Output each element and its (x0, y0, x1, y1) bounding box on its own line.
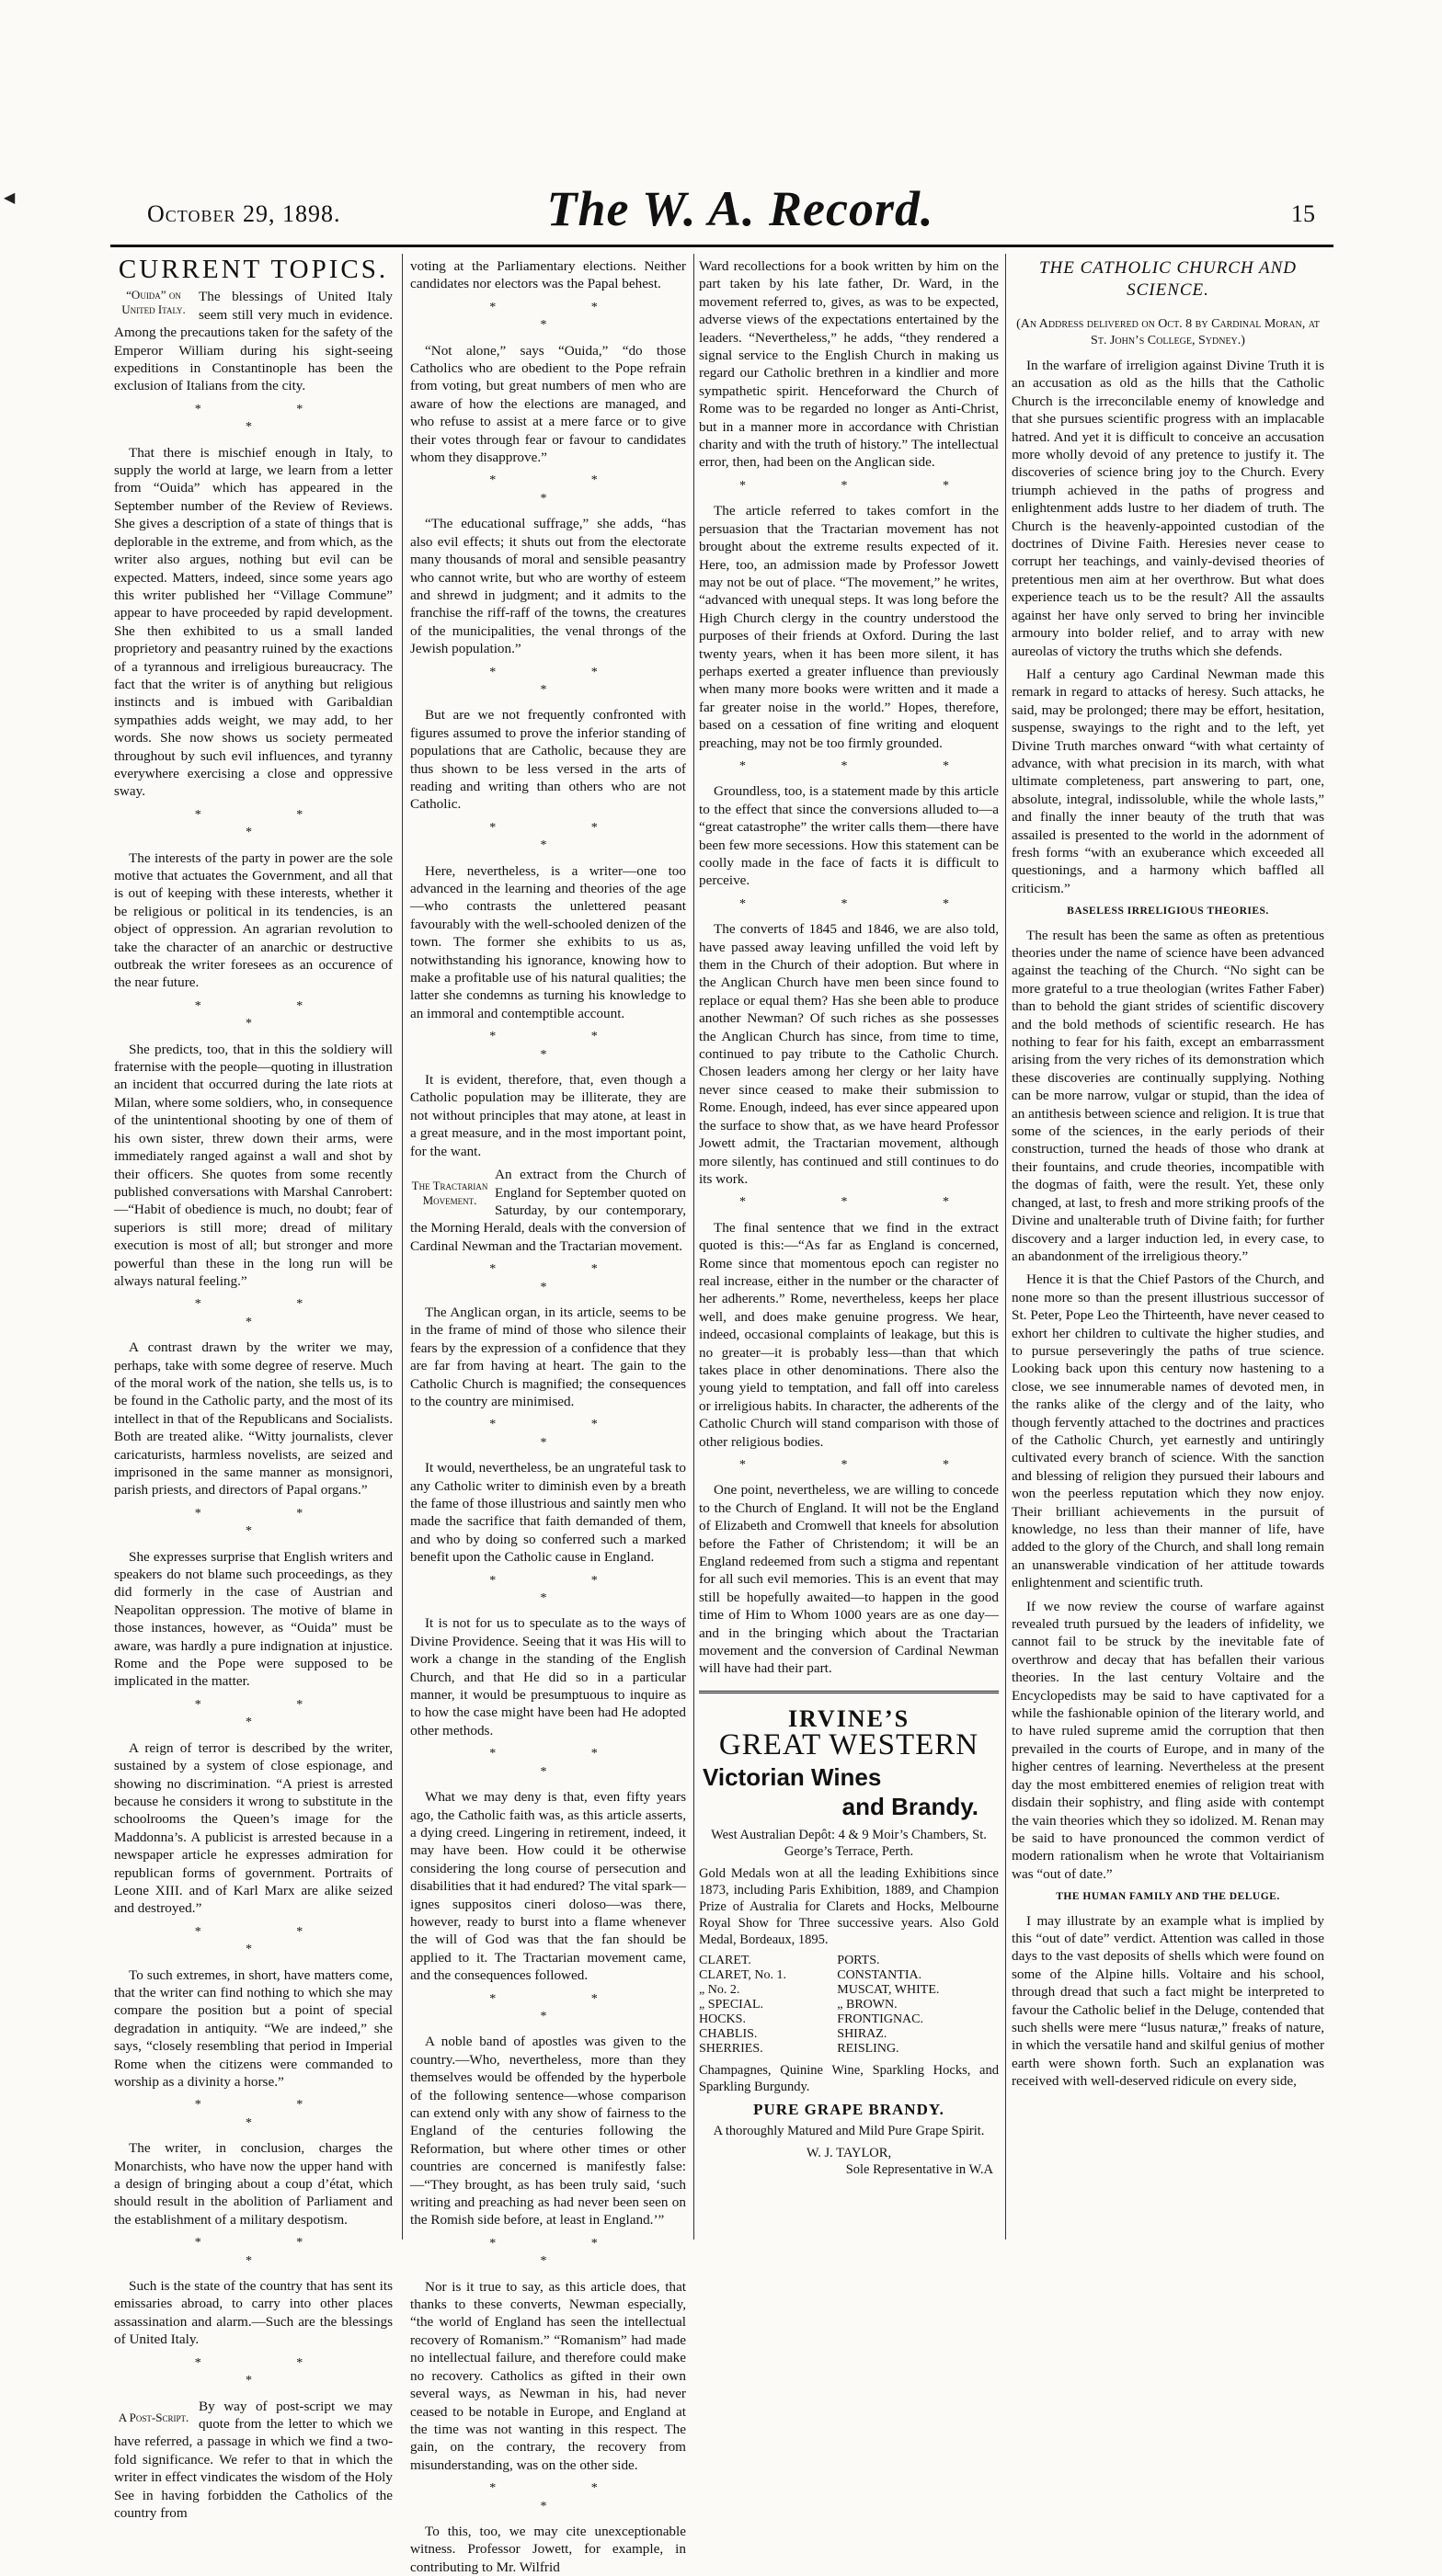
ad-wine-item: SHIRAZ. (837, 2027, 887, 2042)
separator-stars: * * * (489, 1418, 644, 1450)
page-header (147, 180, 1315, 245)
separator-stars: * * * (489, 1262, 644, 1294)
article-paragraph: “Not alone,” says “Ouida,” “do those Catholics who are obedient to the Pope refrain from voting, but great numbers of men who are aware of how the elections are managed, and who refuse to assist at a mere farce or to give their votes through fear or favour to candidates whom they disapprove.” (410, 342, 686, 466)
article-paragraph: Groundless, too, is a statement made by this article to the effect that since the conversions alluded to—a “great catastrophe” the writer calls them—there have been few more secessions. How this statement can be coolly made in the face of facts it is difficult to perceive. (699, 783, 999, 889)
article-paragraph: It is evident, therefore, that, even though a Catholic population may be illiterate, they are not without principles that may atone, at least in a great measure, and in the most important point, for the want. (410, 1072, 686, 1159)
ad-agent-name: W. J. TAYLOR, (806, 2145, 892, 2160)
separator-stars: * * * (739, 758, 995, 773)
separator-stars: * * * (489, 2236, 644, 2269)
ad-headline: GREAT WESTERN (718, 1728, 979, 1762)
issue-date: October 29, 1898. (147, 200, 341, 227)
article-paragraph: voting at the Parliamentary elections. Neither candidates nor electors was the Papal behest. (410, 258, 686, 292)
separator-stars: * * * (194, 1506, 349, 1539)
separator-stars: * * * (194, 1924, 349, 1957)
separator-stars: * * * (194, 1697, 349, 1730)
article-paragraph: The writer, in conclusion, charges the Monarchists, who have now the upper hand with a design of bringing about a coup d’état, which should result in the abolition of Parliament and the establishment of a military despotism. (114, 2140, 393, 2228)
separator-stars: * * * (489, 665, 644, 697)
separator-stars: * * * (194, 1297, 349, 1329)
ad-subheadline: and Brandy. (841, 1793, 978, 1821)
header-rule (110, 245, 1333, 247)
ad-medals: Gold Medals won at all the leading Exhibitions since 1873, including Paris Exhibition, 1889, and Champion Prize of Australia for Clarets and Hocks, Melbourne Royal Show for Three successive years. Also Gold Medal, Bordeaux, 1895. (699, 1866, 999, 1948)
page-number: 15 (1291, 200, 1315, 227)
article-paragraph: To this, too, we may cite unexceptionable witness. Professor Jowett, for example, in contributing to Mr. Wilfrid (410, 2523, 686, 2575)
article-paragraph: A noble band of apostles was given to the country.—Who, nevertheless, more than they themselves would be offended by the hyperbole of the following sentence—whose comparison can extend only with any show of fairness to the England of the centuries following the Reformation, but where other times or other countries are concerned is manifestly false:—“They brought, as has been truly said, ‘such writing and preaching as had never been seen on the Romish side before, at least in England.’” (410, 2034, 686, 2228)
column-3 (699, 257, 999, 2234)
separator-stars: * * * (489, 473, 644, 506)
separator-stars: * * * (194, 2098, 349, 2130)
article-subheading: THE HUMAN FAMILY AND THE DELUGE. (1056, 1891, 1280, 1903)
article-paragraph: But are we not frequently confronted with figures assumed to prove the inferior standing of populations that are Catholic, because they are thus shown to be less versed in the arts of reading and writing than others who are not Catholic. (410, 707, 686, 813)
article-paragraph: The blessings of United Italy seem still very much in evidence. Among the precautions taken for the safety of the Emperor William during his sight-seeing expeditions in Constantinople has been the exclusion of Italians from the city. (114, 289, 393, 394)
ad-wine-list-left (699, 1954, 837, 2057)
ad-brandy-heading: PURE GRAPE BRANDY. (753, 2101, 944, 2119)
scan-edge-mark: ◀ (4, 190, 16, 206)
ad-agent-role: Sole Representative in W.A (845, 2161, 993, 2177)
masthead: The W. A. Record. (546, 181, 934, 236)
separator-stars: * * * (489, 820, 644, 853)
separator-stars: * * * (489, 2481, 644, 2513)
article-paragraph: The result has been the same as often as pretentious theories under the name of science have been advanced against the teaching of the Church. “No sight can be more grateful to a true theologian (writes Father Faber) than to behold the giant strides of scientific discovery and the bold methods of scientific research. He has nothing to fear for his faith, except an embarrassment arising from the very riches of its demonstration which these discoveries are continually supplying. Nothing can be more narrow, vulgar or stupid, than the idea of an antithesis between science and religion. It is true that some of the sciences, in the early periods of their construction, turned the heads of those who drank at their fountains, and crude theories, incompatible with the dogmas of faith, were the result. Yet, these only changed, at last, to fresh and more striking proofs of the Divine and unalterable truth of Divine faith; for further discovery and a larger induction led, in every case, to an abandonment of the irreligious theory.” (1012, 927, 1324, 1264)
section-title: CURRENT TOPICS. (118, 255, 389, 284)
article-title: THE CATHOLIC CHURCH AND SCIENCE. (1038, 258, 1298, 300)
separator-stars: * * * (194, 402, 349, 435)
ad-wine-item: PORTS. (837, 1954, 880, 1968)
article-paragraph: “The educational suffrage,” she adds, “has also evil effects; it shuts out from the electorate many thousands of moral and sensible peasantry who cannot write, but who are worthy of esteem and shrewd in judgment; and it admits to the franchise the riff-raff of the towns, the creatures of the municipalities, the venal throngs of the Jewish population.” (410, 516, 686, 657)
column-divider (402, 254, 403, 2240)
article-paragraph: The interests of the party in power are the sole motive that actuates the Government, and all that is out of keeping with these interests, whether it be religious or political in its tendencies, is an object of oppression. An agrarian revolution to take the character of an anarchic or destructive outbreak the writer foresees as an occurence of the near future. (114, 849, 393, 991)
ad-wine-item: „ BROWN. (837, 1998, 898, 2012)
article-paragraph: That there is mischief enough in Italy, to supply the world at large, we learn from a letter from “Ouida” which has appeared in the September number of the Review of Reviews. She gives a description of a state of things that is deplorable in the extreme, and from which, as the writer also argues, nothing but evil can be expected. Matters, indeed, since some years ago this writer published her “Village Commune” appear to have proceeded by rapid development. She then exhibited to us a small landed proprietory and peasantry ruined by the exactions of a tyrannous and irreligious bureaucracy. The fact that the writer is of anything but religious instincts and is imbued with Garibaldian sympathies adds weight, we may add, to her words. She now shows us society permeated throughout by such evil influences, and tyranny everywhere exercising a close and oppressive sway. (114, 444, 393, 800)
article-paragraph: By way of post-script we may quote from the letter to which we have referred, a passage in which we find a two-fold significance. We refer to that in which the writer in effect vindicates the wisdom of the Holy See in having forbidden the Catholics of the country from (114, 2398, 393, 2521)
column-1 (114, 255, 393, 2521)
article-paragraph: She expresses surprise that English writers and speakers do not blame such proceedings, as they did formerly in the case of Austrian and Neapolitan oppression. The motive of blame in those instances, however, as “Ouida” must be aware, was hardly a pure indignation at injustice. Rome and the Pope were supposed to be implicated in the matter. (114, 1548, 393, 1690)
article-paragraph: It would, nevertheless, be an ungrateful task to any Catholic writer to diminish even by a breath the fame of those illustrious and saintly men who made the sacrifice that faith demanded of them, and who by doing so conferred such a marked benefit upon the Catholic cause in England. (410, 1460, 686, 1566)
ad-wine-item: CONSTANTIA. (837, 1968, 922, 1983)
article-paragraph: In the warfare of irreligion against Divine Truth it is an accusation as old as the hills that the Catholic Church is the irreconcilable enemy of knowledge and that she pursues scientific progress with an implacable hatred. And yet it is difficult to conceive an accusation more wholly devoid of any pretence to justify it. The discoveries of science bring joy to the Church. Every triumph achieved in the paths of progress and enlightenment adds lustre to her diadem of truth. The Church is the heavenly-appointed custodian of the doctrines of Divine Faith. Heresies never cease to corrupt her teachings, and vainly-devised theories of pretentious men aim at her overthrow. But what does experience teach us to be the result? All the assaults against her have only served to bring her invincible armoury into bolder relief, and to array with new aureolas of victory the truths which she defends. (1012, 358, 1324, 659)
side-heading: The Tractarian Movement. (411, 1179, 488, 1208)
ad-wine-item: CLARET. (699, 1954, 751, 1968)
article-paragraph: Here, nevertheless, is a writer—one too advanced in the learning and theories of the age—who contrasts the unlettered peasant favourably with the well-schooled denizen of the town. The former she exhibits to us as, notwithstanding his ignorance, knowing how to make a profitable use of his natural qualities; the latter she condemns as turning his knowledge to an immoral and contemptible account. (410, 862, 686, 1021)
article-paragraph: Half a century ago Cardinal Newman made this remark in regard to attacks of heresy. Such attacks, he said, may be prolonged; there may be effort, hesitation, suspense, swayings to the right and to the left, yet Divine Truth marches onward “with what certainty of advance, with what precision in its march, with what ultimate completeness, part answering to part, one, absolute, integral, indissoluble, while the whole lasts,” and finally the inner beauty of the truth that was assailed is presented to the world in the adornment of fresh forms “with an exuberance which exceeded all questionings, and a harmony which baffled all criticism.” (1012, 666, 1324, 896)
ad-wine-list (699, 1954, 999, 2057)
separator-stars: * * * (739, 896, 995, 911)
column-2 (410, 257, 686, 2575)
ad-wine-item: CHABLIS. (699, 2027, 758, 2042)
article-subtitle: (An Address delivered on Oct. 8 by Cardinal Moran, at St. John’s College, Sydney.) (1016, 317, 1320, 348)
article-paragraph: One point, nevertheless, we are willing to concede to the Church of England. It will not be the England of Elizabeth and Cromwell that kneels for absolution before the Father of Christendom; it will be an England redeemed from such a stigma and repentant for all such evil memories. This is an event that may still be hopefully awaited—to happen in the good time of Him to Whom 1000 years are as one day—and in the bringing which about the Tractarian movement and the conversion of Cardinal Newman will have had their part. (699, 1482, 999, 1677)
article-subheading: BASELESS IRRELIGIOUS THEORIES. (1067, 906, 1269, 918)
separator-stars: * * * (739, 478, 995, 493)
separator-stars: * * * (489, 1747, 644, 1779)
side-heading: A Post-Script. (118, 2410, 189, 2424)
ad-wine-item: REISLING. (837, 2042, 899, 2057)
ad-wine-item: MUSCAT, WHITE. (837, 1983, 940, 1998)
advertisement (699, 1691, 999, 2178)
article-paragraph: An extract from the Church of England for September quoted on Saturday, by our contemporary, the Morning Herald, deals with the conversion of Cardinal Newman and the Tractarian movement. (410, 1167, 686, 1254)
article-paragraph: I may illustrate by an example what is implied by this “out of date” verdict. Attention was called in those days to the vast deposits of shells which were found on some of the Alpine hills. Voltaire and his school, through dread that such a fact might be interpreted to favour the Catholic belief in the Deluge, contended that such shells were mere “lusus naturæ,” freaks of nature, in which the versatile hand and skilful genius of mother earth were shown forth. Such an explanation was received with well-deserved ridicule on every side, (1012, 1912, 1324, 2090)
column-4 (1012, 257, 1324, 2234)
ad-brandy-description: A thoroughly Matured and Mild Pure Grape Spirit. (713, 2123, 985, 2138)
ad-subheadline: Victorian Wines (703, 1763, 882, 1792)
article-paragraph: The Anglican organ, in its article, seems to be in the frame of mind of those who silence their fears by the expression of a confidence that they are far from having at heart. The gain to the Catholic Church is magnified; the consequences to the country are minimised. (410, 1304, 686, 1409)
article-paragraph: To such extremes, in short, have matters come, that the writer can find nothing to which she may compare the position but a point of special degradation in antiquity. “We are indeed,” she says, “closely resembling that period in Imperial Rome when the citizens were commanded to worship as a divinity a horse.” (114, 1966, 393, 2090)
side-heading: “Ouida” on United Italy. (121, 288, 186, 317)
ad-wine-item: FRONTIGNAC. (837, 2012, 924, 2027)
article-paragraph: It is not for us to speculate as to the ways of Divine Providence. Seeing that it was His will to work a change in the standing of the English Church, and that He did so in a particular manner, it would be presumptuous to inquire as to how the case might have been had He adopted other methods. (410, 1615, 686, 1738)
article-paragraph: What we may deny is that, even fifty years ago, the Catholic faith was, as this article asserts, a dying creed. Lingering in retirement, indeed, it may have been. How could it be otherwise considering the long course of persecution and disabilities that it had endured? The vital spark—ignes suppositos cineri doloso—was there, however, ready to burst into a flame whenever the will of God was that the fan should be applied to it. The Tractarian movement came, and the consequences followed. (410, 1789, 686, 1984)
ad-depot-address: West Australian Depôt: 4 & 9 Moir’s Chambers, St. George’s Terrace, Perth. (711, 1828, 987, 1860)
ad-wine-item: „ No. 2. (699, 1983, 740, 1998)
article-paragraph: Nor is it true to say, as this article does, that thanks to these converts, Newman especially, “the world of England has seen the intellectual recovery of Romanism.” “Romanism” had made no intellectual failure, and therefore could make no recovery. Catholics as gifted in their own several ways, as Newman in his, had never ceased to be notable in Europe, and England at the time was not wanting in this respect. The gain, on the contrary, the recovery from misunderstanding, was on the other side. (410, 2278, 686, 2473)
separator-stars: * * * (194, 998, 349, 1032)
article-paragraph: Hence it is that the Chief Pastors of the Church, and none more so than the present illustrious successor of St. Peter, Pope Leo the Thirteenth, have never ceased to exhort her children to cultivate the higher studies, and to pursue perseveringly the paths of true science. Looking back upon this century now hastening to a close, we see innumerable names of devoted men, in the ranks alike of the clergy and of the laity, who though fervently attached to the doctrines and practices of the Catholic Church, yet earnestly and untiringly cultivated every branch of science. With the sanction and blessing of religion they pursued their labours and won the peerless reputation which they now enjoy. Their brilliant achievements in the pursuit of knowledge, no less than their manner of life, have added to the glory of the Church, and shall long remain an unanswerable vindication of her attitude towards enlightenment and scientific truth. (1012, 1271, 1324, 1591)
article-paragraph: The converts of 1845 and 1846, we are also told, have passed away leaving unfilled the void left by them in the Church of their adoption. But where in the Anglican Church have men been since found to replace or equal them? Has she been able to produce another Newman? Of such riches as she possesses the Anglican Church has since, from time to time, continued to pay tribute to the Catholic Church. Chosen leaders among her clergy or her laity have never since ceased to make their submission to Rome. Enough, indeed, has ever since appeared upon the surface to show that, as we have heard Professor Jowett admit, the Tractarian movement, although more silently, has continued and still continues to do its work. (699, 921, 999, 1187)
separator-stars: * * * (739, 1195, 995, 1210)
article-paragraph: Such is the state of the country that has sent its emissaries abroad, to carry into other places assassination and alarm.—Such are the blessings of United Italy. (114, 2278, 393, 2348)
separator-stars: * * * (489, 300, 644, 333)
column-divider (693, 254, 694, 2240)
separator-stars: * * * (194, 2236, 349, 2268)
column-divider (1005, 254, 1006, 2240)
ad-brand: IRVINE’S (787, 1704, 910, 1732)
ad-wine-item: CLARET, No. 1. (699, 1968, 787, 1983)
ad-extras: Champagnes, Quinine Wine, Sparkling Hocks, and Sparkling Burgundy. (699, 2063, 999, 2095)
separator-stars: * * * (489, 1030, 644, 1062)
ad-wine-item: SHERRIES. (699, 2042, 763, 2057)
ad-wine-list-right (837, 1954, 999, 2057)
article-paragraph: Ward recollections for a book written by him on the part taken by his late father, Dr. Ward, in the movement referred to, gives, as was to be expected, adverse views of the expectations entertained by the leaders. “Nevertheless,” he adds, “they rendered a signal service to the English Church in making us regard our Catholic brethren in a kindlier and more sympathetic spirit. Henceforward the Church of Rome was to be regarded no longer as Anti-Christ, but in a manner more in accordance with Christian charity and with the truth of history.” The intellectual error, then, had been on the Anglican side. (699, 258, 999, 471)
article-paragraph: If we now review the course of warfare against revealed truth pursued by the leaders of infidelity, we cannot fail to be struck by the inevitable fate of overthrow and decay that has befallen their various theories. In the last century Voltaire and the Encyclopedists may be said to have captivated for a while the fashionable opinion of the literary world, and to have ruled supreme amid the corruption that then prevailed in the courts of Europe, and in many of the higher centres of learning. Nevertheless at the present day the most embittered enemies of religion treat with disdain their sophistry, and fling aside with contempt the vain theories which they so idolized. M. Renan may be said to have pronounced the common verdict of modern rationalism when he wrote that Voltairianism was “out of date.” (1012, 1598, 1324, 1882)
separator-stars: * * * (489, 1573, 644, 1606)
separator-stars: * * * (739, 1458, 995, 1472)
article-paragraph: The final sentence that we find in the extract quoted is this:—“As far as England is concerned, Rome since that momentous epoch can register no real increase, either in the number or the character of her adherents.” Rome, nevertheless, keeps her place well, and does make genuine progress. We hear, indeed, occasional complaints of leakage, but this is no greater—it is probably less—than that which takes place in other denominations. There also the young yield to temptation, and fall off into careless or irreligious habits. In character, the adherents of the Catholic Church will stand comparison with those of other religious bodies. (699, 1219, 999, 1450)
ad-wine-item: HOCKS. (699, 2012, 746, 2027)
separator-stars: * * * (194, 807, 349, 840)
article-paragraph: A reign of terror is described by the writer, sustained by a system of close espionage, and showing no discrimination. “A priest is arrested because he considers it wrong to substitute in the schoolrooms the Queen’s image for the Maddonna’s. A publicist is arrested because in a newspaper article he expresses admiration for republican forms of government. Portraits of Leone XIII. and of Karl Marx are alike seized and destroyed.” (114, 1739, 393, 1917)
separator-stars: * * * (489, 1991, 644, 2023)
ad-wine-item: „ SPECIAL. (699, 1998, 763, 2012)
article-paragraph: The article referred to takes comfort in the persuasion that the Tractarian movement has not brought about the extreme results expected of it. Here, too, an admission made by Professor Jowett may not be out of place. “The movement,” he writes, “advanced with unequal steps. It was long before the High Church clergy in the country understood the purposes of their friends at Oxford. During the last twenty years, when it has been more silent, it has perhaps exerted a greater influence than previously when many more books were written and it made a far greater noise in the world.” Hopes, therefore, based on a cessation of fine writing and eloquent preaching, may not be too firmly grounded. (699, 503, 999, 751)
separator-stars: * * * (194, 2355, 349, 2388)
article-paragraph: She predicts, too, that in this the soldiery will fraternise with the people—quoting in illustration an incident that occurred during the late riots at Milan, where some soldiers, who, in consequence of the unintentional shooting by one of them of his own sister, threw down their arms, were immediately ranged against a wall and shot by their officers. She quotes from some recently published conversations with Marshal Canrobert:—“Habit of obedience is much, no doubt; fear of superiors is still more; dread of military execution is most of all; but stronger and more powerful than these in the long run will be always natural feeling.” (114, 1041, 393, 1289)
article-paragraph: A contrast drawn by the writer we may, perhaps, take with some degree of reserve. Much of the moral work of the nation, she tells us, is to be found in the Catholic party, and the most of its intellect in that of the Republicans and Socialists. Both are treated alike. “Witty journalists, clever caricaturists, harmless novelists, are seized and imprisoned in the same manner as monsignori, parish priests, and directors of Papal organs.” (114, 1339, 393, 1499)
